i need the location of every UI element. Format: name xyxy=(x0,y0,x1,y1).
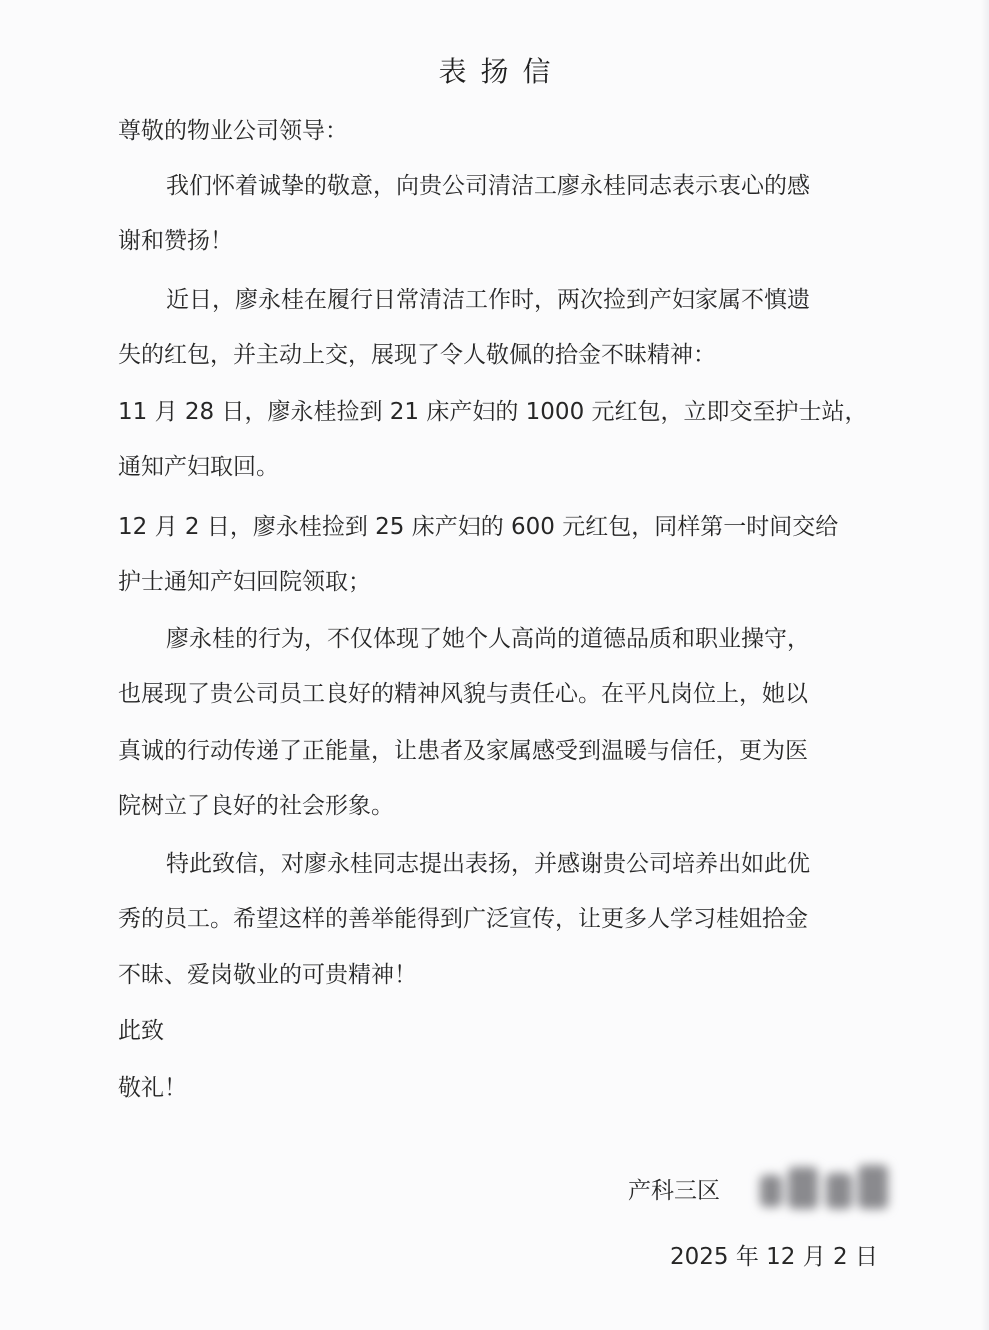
paper-edge-shadow xyxy=(981,0,989,1330)
closing-line: 此致 xyxy=(118,1018,164,1044)
paragraph-line: 谢和赞扬！ xyxy=(118,228,233,254)
letter-title: 表扬信 xyxy=(438,55,565,88)
signature-date: 2025 年 12 月 2 日 xyxy=(670,1244,878,1270)
paragraph-line: 失的红包，并主动上交，展现了令人敬佩的拾金不昧精神： xyxy=(118,342,716,368)
paragraph-line: 廖永桂的行为，不仅体现了她个人高尚的道德品质和职业操守， xyxy=(166,626,810,652)
signature-department: 产科三区 xyxy=(628,1178,720,1204)
paragraph-line: 12 月 2 日，廖永桂捡到 25 床产妇的 600 元红包，同样第一时间交给 xyxy=(118,514,839,540)
paragraph-line: 通知产妇取回。 xyxy=(118,454,279,480)
blurred-signature xyxy=(752,1157,902,1221)
paragraph-line: 11 月 28 日，廖永桂捡到 21 床产妇的 1000 元红包，立即交至护士站， xyxy=(118,399,868,425)
salutation: 尊敬的物业公司领导： xyxy=(118,118,348,144)
paragraph-line: 近日，廖永桂在履行日常清洁工作时，两次捡到产妇家属不慎遗 xyxy=(166,287,810,313)
closing-line: 敬礼！ xyxy=(118,1075,187,1101)
paragraph-line: 护士通知产妇回院领取； xyxy=(118,569,371,595)
paragraph-line: 我们怀着诚挚的敬意，向贵公司清洁工廖永桂同志表示衷心的感 xyxy=(166,173,810,199)
paragraph-line: 不昧、爱岗敬业的可贵精神！ xyxy=(118,962,417,988)
paragraph-line: 特此致信，对廖永桂同志提出表扬，并感谢贵公司培养出如此优 xyxy=(166,851,810,877)
paragraph-line: 真诚的行动传递了正能量，让患者及家属感受到温暖与信任，更为医 xyxy=(118,738,808,764)
paragraph-line: 院树立了良好的社会形象。 xyxy=(118,793,394,819)
paragraph-line: 也展现了贵公司员工良好的精神风貌与责任心。在平凡岗位上，她以 xyxy=(118,681,808,707)
paragraph-line: 秀的员工。希望这样的善举能得到广泛宣传，让更多人学习桂姐拾金 xyxy=(118,906,808,932)
